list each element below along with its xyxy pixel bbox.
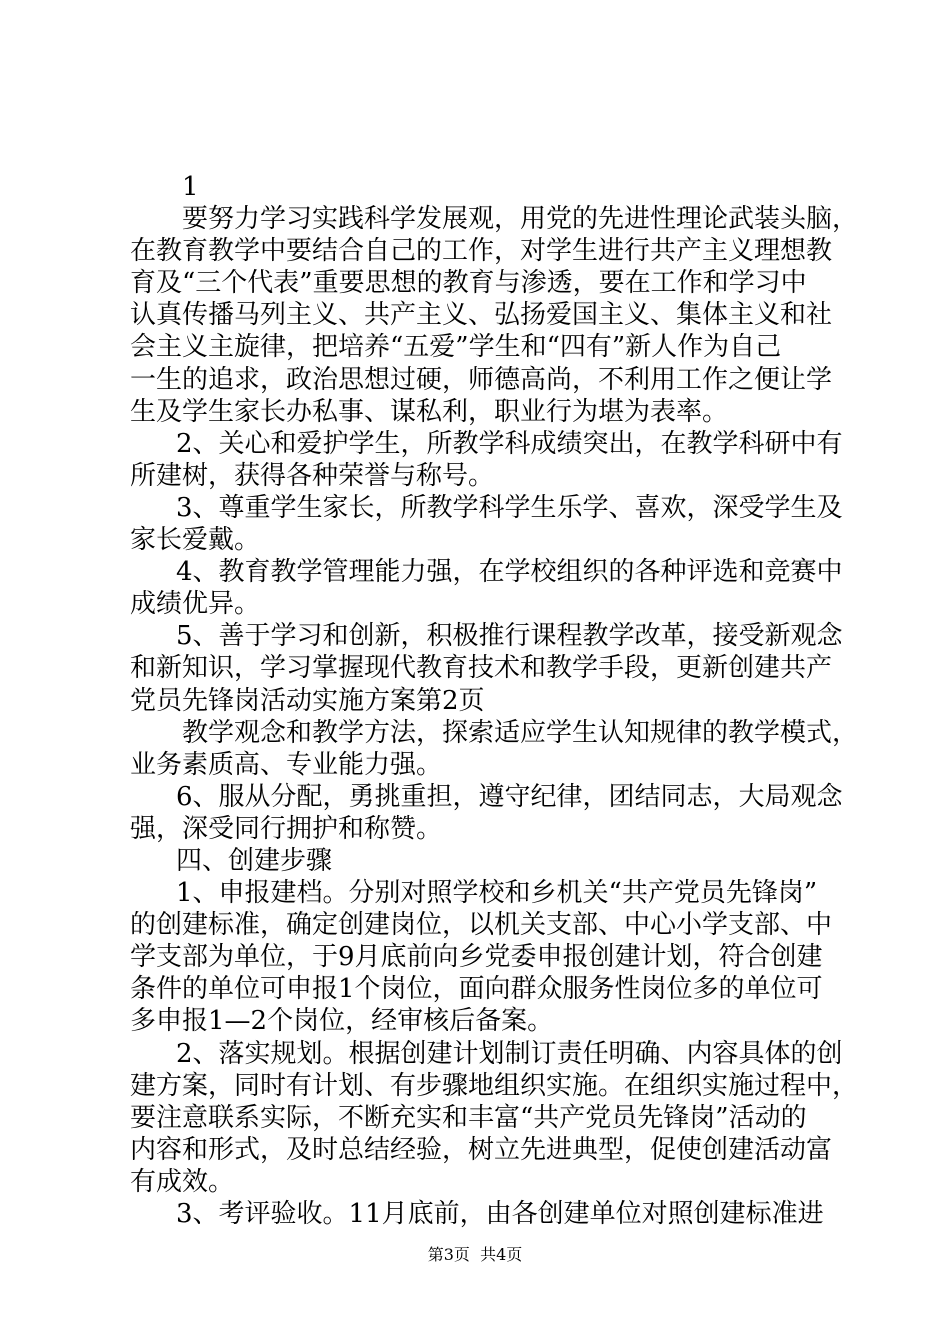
text-line: 条件的单位可申报1个岗位，面向群众服务性岗位多的单位可 — [130, 974, 823, 1005]
text-line: 所建树，获得各种荣誉与称号。 — [130, 460, 495, 491]
text-line: 1 — [182, 172, 199, 202]
text-line: 5、善于学习和创新，积极推行课程教学改革，接受新观念 — [176, 621, 843, 652]
text-line: 会主义主旋律，把培养“五爱”学生和“四有”新人作为自己 — [130, 332, 782, 363]
section-heading: 四、创建步骤 — [176, 845, 333, 876]
text-line: 1、申报建档。分别对照学校和乡机关“共产党员先锋岗” — [176, 878, 818, 909]
text-line: 建方案，同时有计划、有步骤地组织实施。在组织实施过程中， — [130, 1070, 859, 1101]
text-line: 生及学生家长办私事、谋私利，职业行为堪为表率。 — [130, 396, 729, 427]
text-line: 4、教育教学管理能力强，在学校组织的各种评选和竞赛中 — [176, 557, 843, 588]
text-line: 学支部为单位，于9月底前向乡党委申报创建计划，符合创建 — [130, 942, 823, 973]
text-line: 6、服从分配，勇挑重担，遵守纪律，团结同志，大局观念 — [176, 781, 843, 812]
text-line: 一生的追求，政治思想过硬，师德高尚，不利用工作之便让学 — [130, 364, 833, 395]
text-line: 要努力学习实践科学发展观，用党的先进性理论武装头脑， — [182, 204, 859, 235]
text-line: 业务素质高、专业能力强。 — [130, 749, 443, 780]
document-body — [130, 171, 859, 1230]
text-line: 和新知识，学习掌握现代教育技术和教学手段，更新创建共产 — [130, 653, 833, 684]
text-line: 认真传播马列主义、共产主义、弘扬爱国主义、集体主义和社 — [130, 300, 833, 331]
text-line: 的创建标准，确定创建岗位，以机关支部、中心小学支部、中 — [130, 910, 833, 941]
text-line: 有成效。 — [130, 1166, 235, 1197]
text-line: 成绩优异。 — [130, 589, 261, 620]
page-footer: 第3页 共4页 — [427, 1245, 523, 1264]
text-line: 家长爱戴。 — [130, 525, 261, 556]
text-line: 强，深受同行拥护和称赞。 — [130, 813, 443, 844]
text-line: 3、尊重学生家长，所教学科学生乐学、喜欢，深受学生及 — [176, 492, 843, 523]
text-line: 党员先锋岗活动实施方案第2页 — [130, 685, 485, 716]
text-line: 育及“三个代表”重要思想的教育与渗透，要在工作和学习中 — [130, 268, 807, 299]
text-line: 在教育教学中要结合自己的工作，对学生进行共产主义理想教 — [130, 236, 833, 267]
text-line: 要注意联系实际，不断充实和丰富“共产党员先锋岗”活动的 — [130, 1102, 807, 1133]
text-line: 教学观念和教学方法，探索适应学生认知规律的教学模式， — [182, 717, 859, 748]
text-line: 2、关心和爱护学生，所教学科成绩突出，在教学科研中有 — [176, 428, 843, 459]
text-line: 2、落实规划。根据创建计划制订责任明确、内容具体的创 — [176, 1038, 843, 1069]
text-line: 内容和形式，及时总结经验，树立先进典型，促使创建活动富 — [130, 1134, 833, 1165]
text-line: 3、考评验收。11月底前，由各创建单位对照创建标准进 — [176, 1199, 824, 1229]
text-line: 多申报1—2个岗位，经审核后备案。 — [130, 1006, 554, 1037]
